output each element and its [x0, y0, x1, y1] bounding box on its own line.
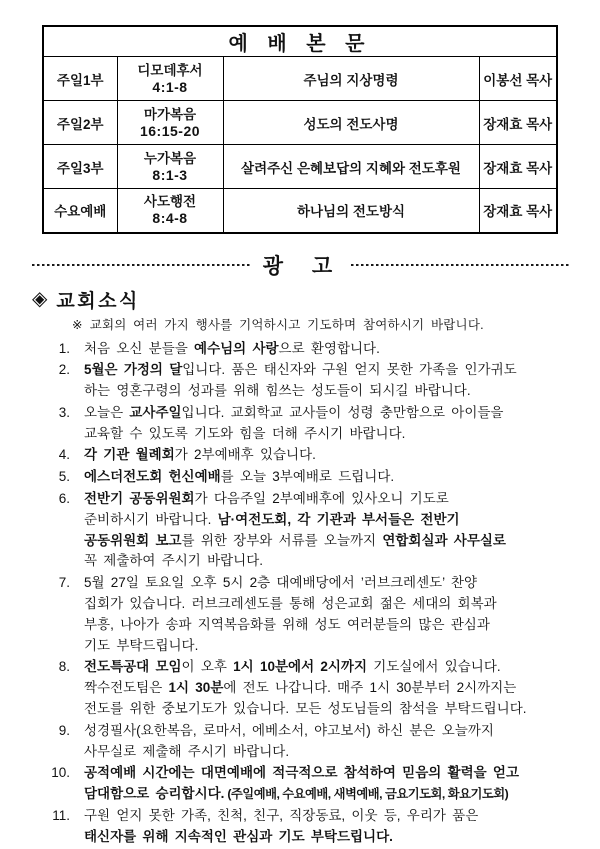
item-text: 전반기 공동위원회가 다음주일 2부예배후에 있사오니 기도로 준비하시기 바랍니다. 남·여전도회, 각 기관과 부서들은 전반기 공동위원회 보고를 위한 장부와 서류를 오늘까지 연합회실과 사무실로 꼭 제출하여 주시기 바랍니다. [84, 491, 506, 569]
church-news-header [32, 286, 572, 313]
service-cell: 주일2부 [43, 101, 117, 145]
diamond-icon: ◈ [32, 288, 48, 310]
announcement-item [42, 445, 590, 466]
announcement-item [42, 467, 590, 488]
pastor-cell: 장재효 목사 [479, 101, 557, 145]
sermon-cell: 하나님의 전도방식 [223, 189, 479, 233]
worship-table-header-row [43, 26, 557, 57]
church-news-note-text: 교회의 여러 가지 행사를 기억하시고 기도하며 참여하시기 바랍니다. [89, 317, 484, 332]
item-number: 11. [52, 808, 70, 824]
scripture-cell: 사도행전 8:4-8 [117, 189, 223, 233]
pastor-cell: 장재효 목사 [479, 145, 557, 189]
service-cell: 주일3부 [43, 145, 117, 189]
item-text: 구원 얻지 못한 가족, 친척, 친구, 직장동료, 이웃 등, 우리가 품은 태신자를 위해 지속적인 관심과 기도 부탁드립니다. [84, 808, 479, 844]
announcement-item [42, 763, 590, 805]
item-text: 5월은 가정의 달입니다. 품은 태신자와 구원 얻지 못한 가족을 인가귀도 하는 영혼구령의 성과를 위해 힘쓰는 성도들이 되시길 바랍니다. [84, 362, 517, 399]
announcement-item [42, 360, 590, 402]
announcement-item [42, 806, 590, 848]
item-number: 4. [58, 447, 70, 463]
item-number: 10. [51, 765, 70, 781]
item-text: 성경필사(요한복음, 로마서, 에베소서, 야고보서) 하신 분은 오늘까지 사무실로 제출해 주시기 바랍니다. [84, 722, 494, 759]
item-number: 8. [58, 659, 70, 675]
worship-table-title: 예 배 본 문 [43, 26, 557, 57]
item-number: 2. [58, 362, 70, 378]
announcement-item [42, 403, 590, 445]
announcement-divider [32, 252, 570, 278]
scripture-cell: 마가복음 16:15-20 [117, 101, 223, 145]
announcement-list [42, 339, 590, 848]
worship-row [43, 57, 557, 101]
item-number: 6. [58, 491, 70, 507]
announcement-item [42, 573, 590, 656]
service-cell: 주일1부 [43, 57, 117, 101]
worship-row [43, 145, 557, 189]
item-text: 5월 27일 토요일 오후 5시 2층 대예배당에서 ’러브크레센도’ 찬양 집회가 있습니다. 러브크레센도를 통해 성은교회 젊은 세대의 회복과 부흥, 나아가 송파 지역복음화를 위해 성도 여러분들의 많은 관심과 기도 부탁드립니다. [84, 575, 497, 653]
pastor-cell: 이봉선 목사 [479, 57, 557, 101]
item-text: 처음 오신 분들을 예수님의 사랑으로 환영합니다. [84, 340, 380, 356]
item-text: 각 기관 월례회가 2부예배후 있습니다. [84, 447, 316, 463]
service-cell: 수요예배 [43, 189, 117, 233]
sermon-cell: 성도의 전도사명 [223, 101, 479, 145]
divider-dashed-line-left [32, 264, 251, 266]
sermon-cell: 주님의 지상명령 [223, 57, 479, 101]
item-text: 전도특공대 모임이 오후 1시 10분에서 2시까지 기도실에서 있습니다. 짝수전도팀은 1시 30분에 전도 나갑니다. 매주 1시 30분부터 2시까지는 전도를 위한 중보기도가 있습니다. 모든 성도님들의 참석을 부탁드립니다. [84, 659, 527, 717]
pastor-cell: 장재효 목사 [479, 189, 557, 233]
sermon-cell: 살려주신 은혜보답의 지혜와 전도후원 [223, 145, 479, 189]
divider-title: 광 고 [262, 254, 340, 278]
item-number: 1. [58, 340, 70, 356]
worship-table-body [43, 57, 557, 233]
item-number: 5. [58, 469, 70, 485]
announcement-item [42, 657, 590, 719]
church-news-title: 교회소식 [56, 290, 140, 312]
worship-row [43, 189, 557, 233]
divider-dashed-line-right [351, 264, 570, 266]
item-text: 오늘은 교사주일입니다. 교회학교 교사들이 성령 충만함으로 아이들을 교육할 수 있도록 기도와 힘을 더해 주시기 바랍니다. [84, 404, 504, 441]
worship-table [42, 25, 558, 234]
church-news-note [72, 315, 572, 333]
item-number: 7. [58, 575, 70, 591]
announcement-item [42, 489, 590, 572]
scripture-cell: 누가복음 8:1-3 [117, 145, 223, 189]
item-text: 공적예배 시간에는 대면예배에 적극적으로 참석하여 믿음의 활력을 얻고 담대함으로 승리합시다. (주일예배, 수요예배, 새벽예배, 금요기도회, 화요기도회) [84, 765, 519, 802]
item-text: 에스더전도회 헌신예배를 오늘 3부예배로 드립니다. [84, 469, 395, 485]
announcement-item [42, 339, 590, 360]
item-number: 9. [58, 722, 70, 738]
reference-mark-icon: ※ [72, 317, 83, 332]
scripture-cell: 디모데후서 4:1-8 [117, 57, 223, 101]
worship-row [43, 101, 557, 145]
announcement-item [42, 721, 590, 763]
item-number: 3. [58, 404, 70, 420]
